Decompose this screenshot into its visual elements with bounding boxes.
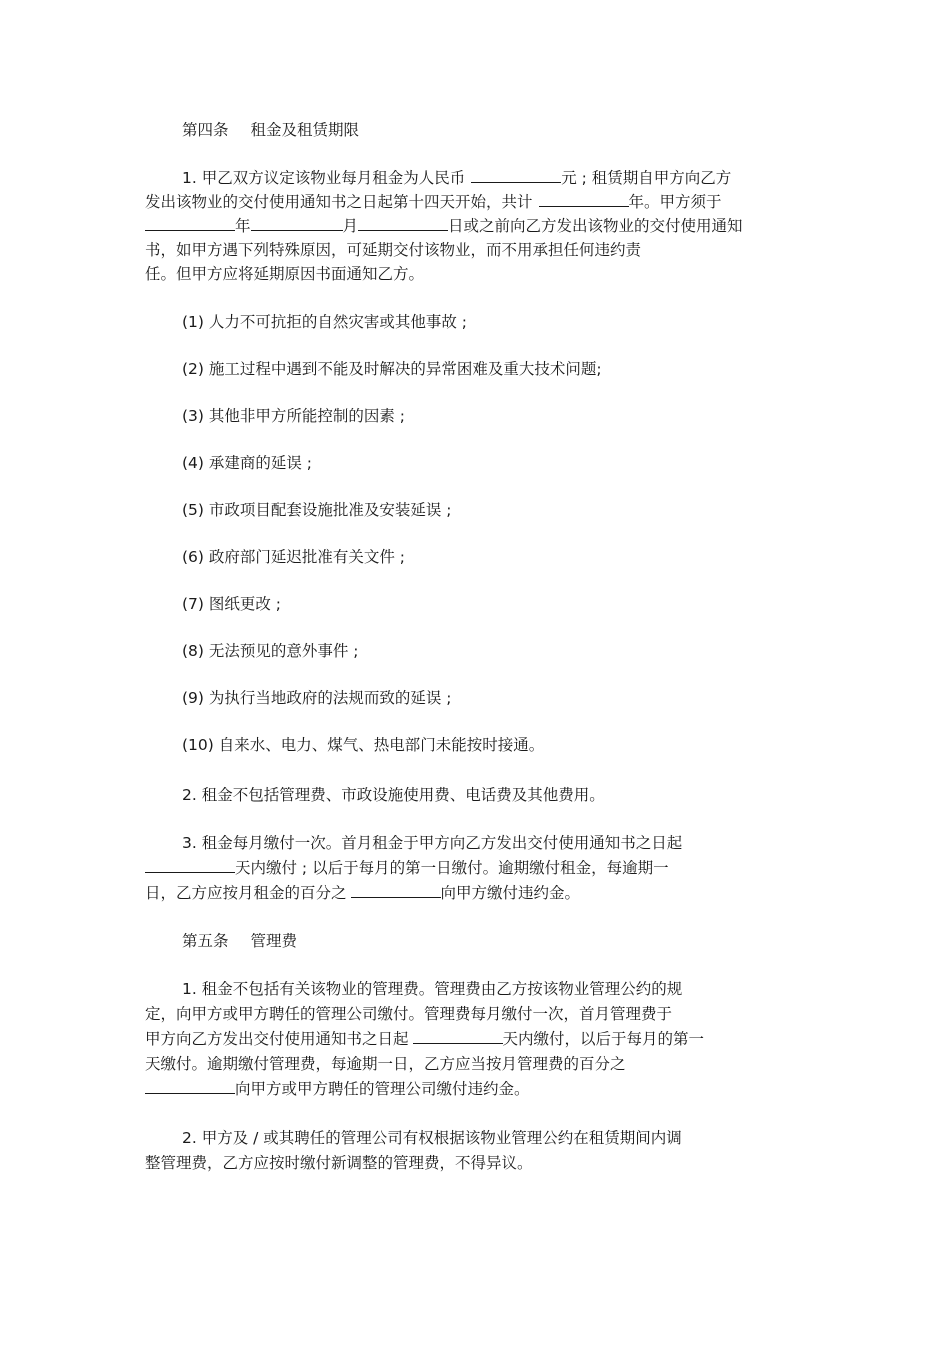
- text-span: 元 ; 租赁期自甲方向乙方: [561, 169, 732, 187]
- text-span: 2. 甲方及 / 或其聘任的管理公司有权根据该物业管理公约在租赁期间内调: [182, 1129, 682, 1147]
- article-4-p3-line-1: [182, 833, 682, 853]
- text-span: 日或之前向乙方发出该物业的交付使用通知: [448, 217, 743, 235]
- article-4-number: 第四条: [182, 121, 229, 139]
- penalty-percent-blank: [351, 883, 441, 898]
- article-5-p1-line-4: [145, 1054, 626, 1074]
- rent-amount-blank: [471, 168, 561, 183]
- list-item: (5) 市政项目配套设施批准及安装延误 ;: [182, 501, 452, 519]
- list-item: (2) 施工过程中遇到不能及时解决的异常困难及重大技术问题;: [182, 360, 602, 378]
- article-4-p1-line-2: [145, 192, 722, 212]
- article-4-p3-line-3: [145, 883, 580, 903]
- article-5-p1-line-1: [182, 979, 682, 999]
- text-span: 天内缴付，以后于每月的第一: [502, 1030, 705, 1048]
- list-item: (8) 无法预见的意外事件 ;: [182, 642, 359, 660]
- text-span: 向甲方或甲方聘任的管理公司缴付违约金。: [235, 1080, 530, 1098]
- text-span: 甲方向乙方发出交付使用通知书之日起: [145, 1030, 409, 1048]
- list-item: (9) 为执行当地政府的法规而致的延误 ;: [182, 689, 452, 707]
- article-4-p1-line-3: [145, 216, 743, 236]
- text-span: 向甲方缴付违约金。: [440, 884, 581, 902]
- article-5-p2-line-2: [145, 1153, 533, 1173]
- text-span: 年: [235, 217, 251, 235]
- year-blank: [145, 216, 235, 231]
- article-5-number: 第五条: [182, 932, 229, 950]
- list-item: (7) 图纸更改 ;: [182, 595, 282, 613]
- article-4-p3-line-2: [145, 858, 669, 878]
- article-4-p2: 2. 租金不包括管理费、市政设施使用费、电话费及其他费用。: [182, 786, 605, 804]
- text-span: 发出该物业的交付使用通知书之日起第十四天开始，共计: [145, 193, 533, 211]
- article-5-p1-line-3: [145, 1029, 704, 1049]
- article-5-p1-line-2: [145, 1004, 672, 1024]
- article-5-heading: [182, 931, 297, 951]
- text-span: 1. 甲乙双方议定该物业每月租金为人民币: [182, 169, 466, 187]
- article-5-p1-line-5: [145, 1079, 530, 1099]
- list-item: (1) 人力不可抗拒的自然灾害或其他事故 ;: [182, 313, 468, 331]
- fee-penalty-percent-blank: [145, 1079, 235, 1094]
- text-span: 1. 租金不包括有关该物业的管理费。管理费由乙方按该物业管理公约的规: [182, 980, 683, 998]
- article-4-p1-line-4: [145, 240, 641, 260]
- text-span: 整管理费，乙方应按时缴付新调整的管理费，不得异议。: [145, 1154, 533, 1172]
- list-item: (4) 承建商的延误 ;: [182, 454, 313, 472]
- month-blank: [251, 216, 343, 231]
- article-5-p2-line-1: [182, 1128, 682, 1148]
- list-item: (3) 其他非甲方所能控制的因素 ;: [182, 407, 406, 425]
- list-item: (6) 政府部门延迟批准有关文件 ;: [182, 548, 406, 566]
- text-span: 天缴付。逾期缴付管理费，每逾期一日，乙方应当按月管理费的百分之: [145, 1055, 626, 1073]
- text-span: 天内缴付 ; 以后于每月的第一日缴付。逾期缴付租金，每逾期一: [235, 859, 669, 877]
- text-span: 书，如甲方遇下列特殊原因，可延期交付该物业，而不用承担任何违约责: [145, 241, 642, 259]
- fee-days-blank: [413, 1029, 503, 1044]
- text-span: 月: [342, 217, 359, 235]
- lease-years-blank: [539, 192, 629, 207]
- text-span: 3. 租金每月缴付一次。首月租金于甲方向乙方发出交付使用通知书之日起: [182, 834, 683, 852]
- text-span: 日，乙方应按月租金的百分之: [145, 884, 347, 902]
- text-span: 定，向甲方或甲方聘任的管理公司缴付。管理费每月缴付一次，首月管理费于: [145, 1005, 673, 1023]
- article-5-title: 管理费: [250, 932, 298, 950]
- text-span: 任。但甲方应将延期原因书面通知乙方。: [145, 265, 425, 283]
- text-span: 年。甲方须于: [628, 193, 722, 211]
- payment-days-blank: [145, 858, 235, 873]
- list-item: (10) 自来水、电力、煤气、热电部门未能按时接通。: [182, 736, 545, 754]
- article-4-p1-line-5: [145, 264, 424, 284]
- day-blank: [358, 216, 448, 231]
- article-4-p1-line-1: [182, 168, 731, 188]
- article-4-heading: [182, 120, 359, 140]
- article-4-title: 租金及租赁期限: [250, 121, 360, 139]
